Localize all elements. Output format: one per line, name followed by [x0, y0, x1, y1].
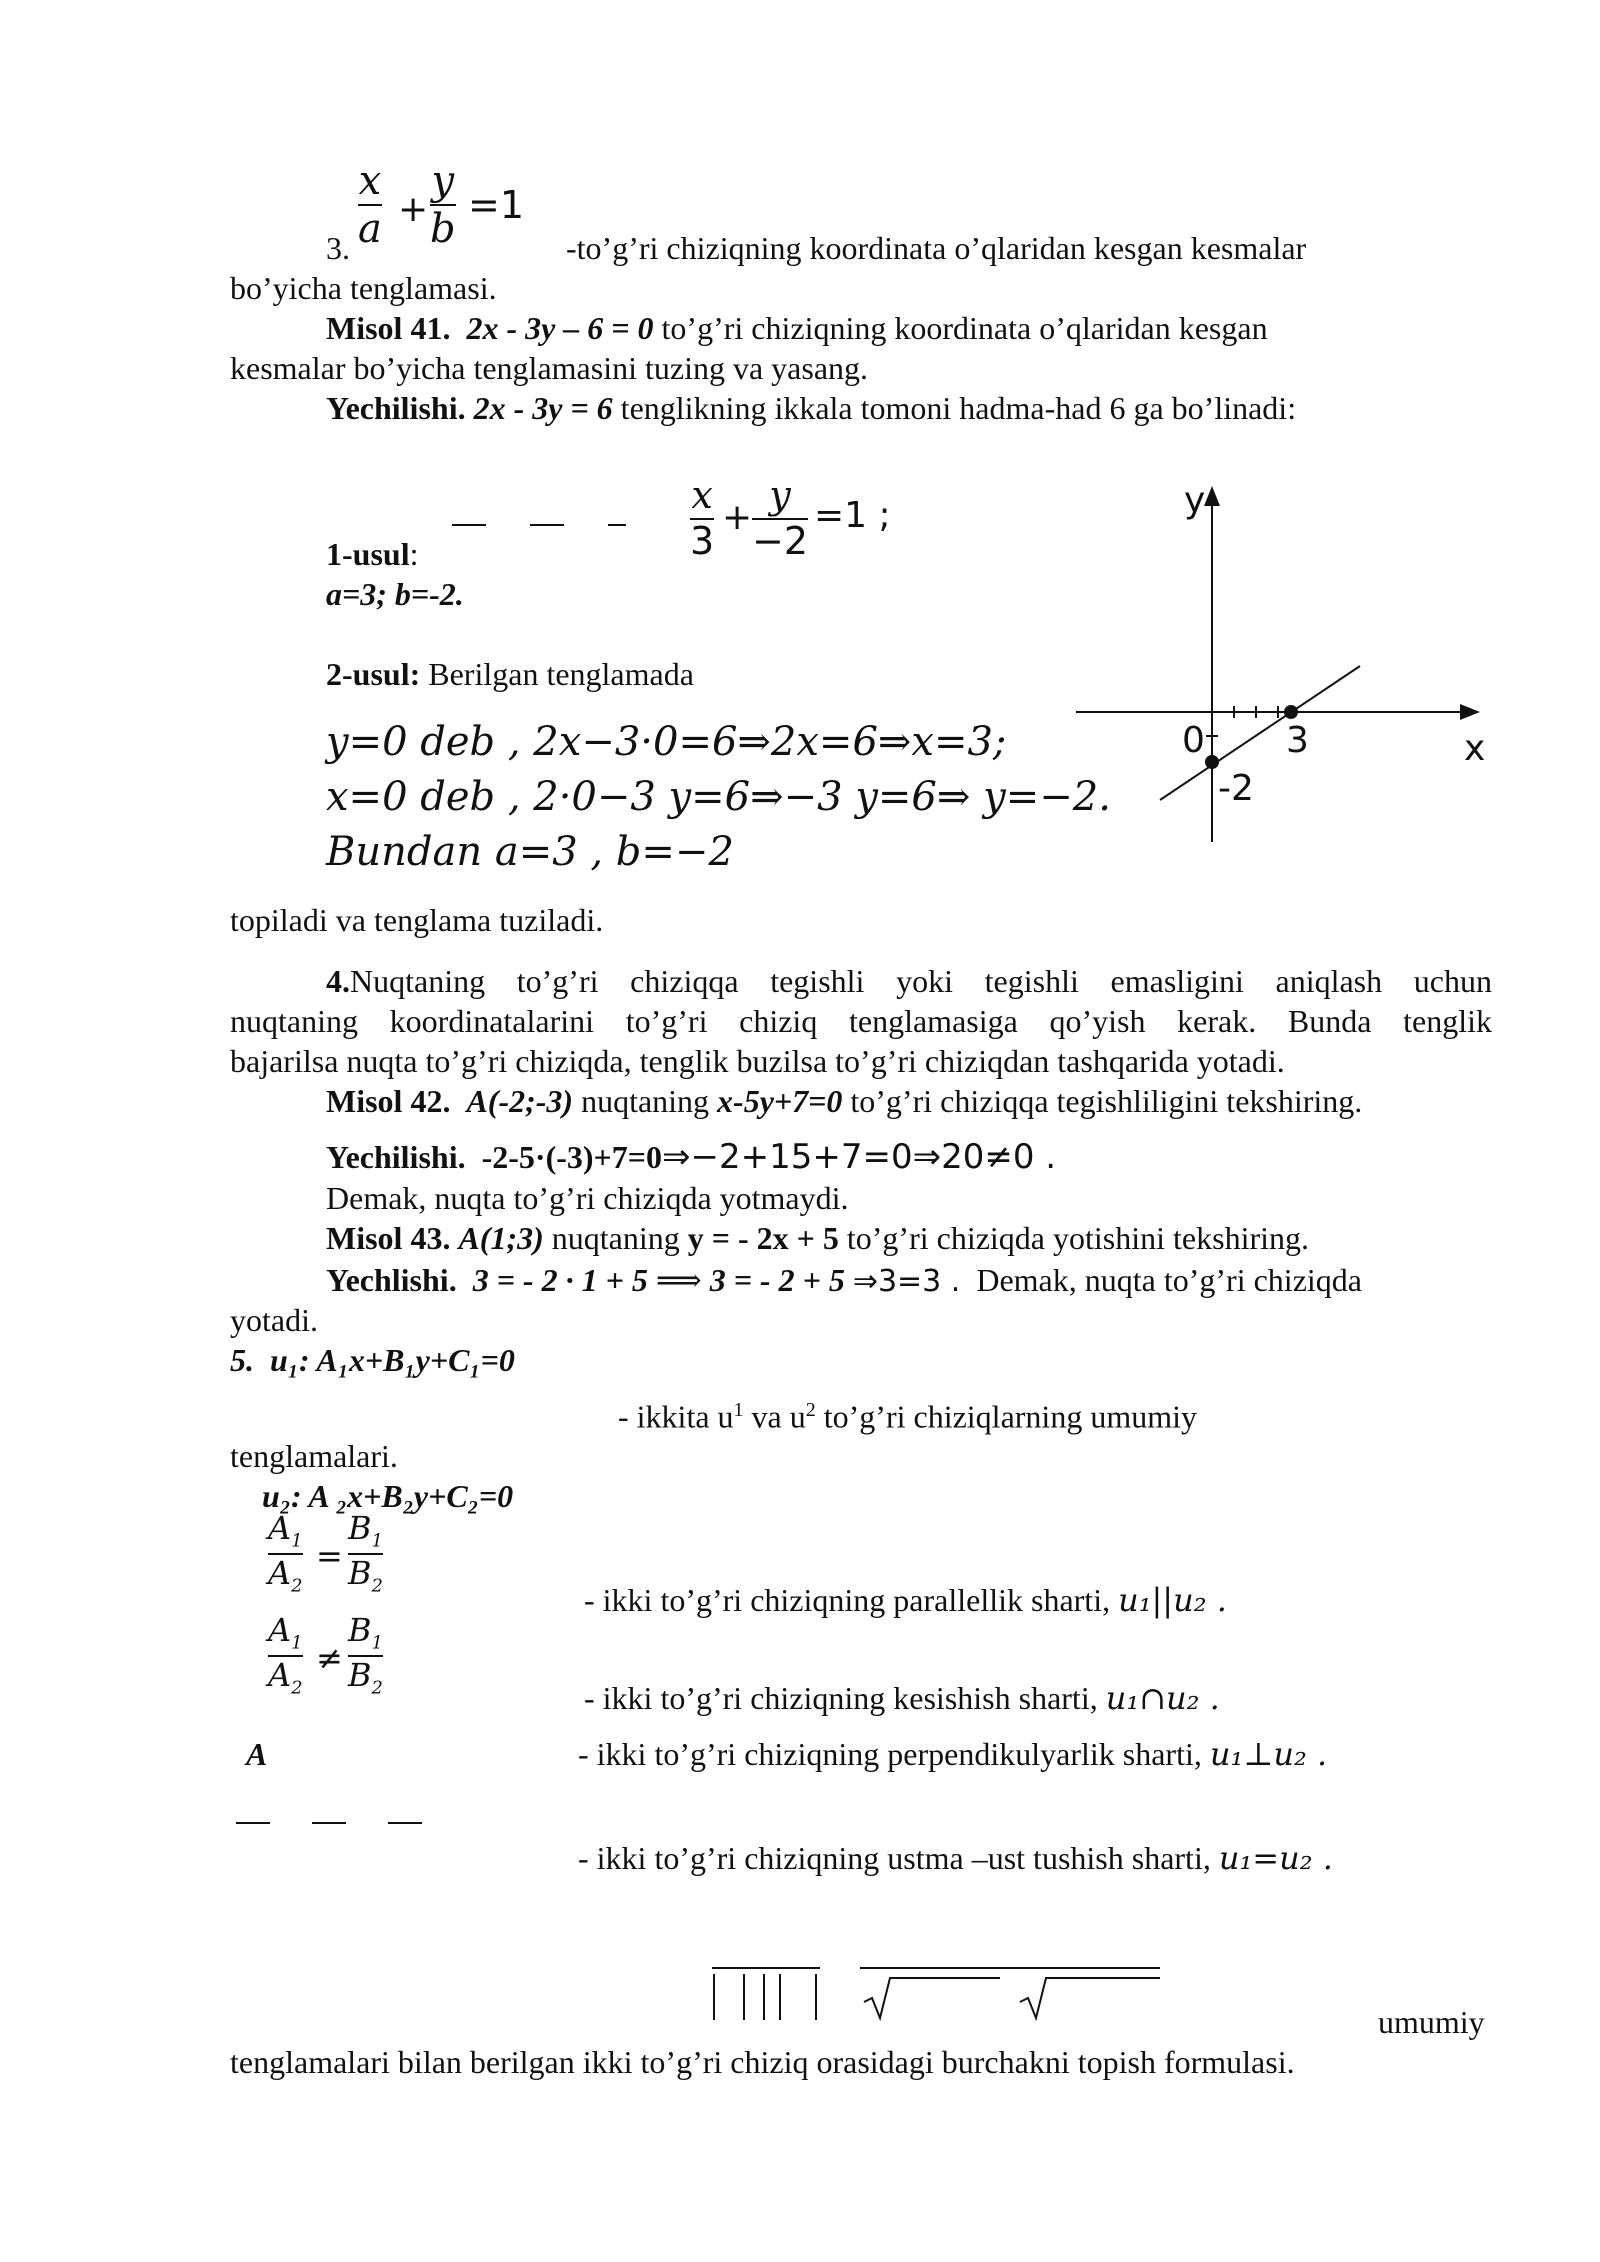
item4-line2: nuqtaning koordinatalarini to’g’ri chiziq tenglamasiga qo’yish kerak. Bunda tenglik: [230, 1003, 1492, 1039]
item3-text-line1: -to’g’ri chiziqning koordinata o’qlaridan kesgan kesmalar: [566, 230, 1307, 266]
line-u1-equation: 5. u₁: A₁x+B₁y+C₁=0: [230, 1342, 515, 1378]
method-2-line3: Bundan a=3 , b=−2: [326, 829, 734, 875]
method-1-values: a=3; b=-2.: [326, 576, 464, 612]
intersect-relation: ≠: [316, 1639, 343, 1677]
intercept-formula-equals: =1: [468, 183, 525, 227]
angle-formula-description: tenglamalari bilan berilgan ikki to’g’ri chiziq orasidagi burchakni topish formulasi.: [230, 2044, 1295, 2080]
x-intercept-label: 3: [1286, 720, 1309, 761]
angle-formula-fragment: [700, 1960, 1170, 2030]
x-intercept-point: [1284, 705, 1298, 719]
intersect-condition-text: - ikki to’g’ri chiziqning kesishish sharti, u₁∩u₂ .: [584, 1679, 1220, 1717]
equation-dash: [452, 524, 486, 526]
coincide-condition-text: - ikki to’g’ri chiziqning ustma –ust tushish sharti, u₁=u₂ .: [578, 1839, 1333, 1877]
method-2-heading: 2-usul: Berilgan tenglamada: [326, 656, 694, 692]
method-2-line2: x=0 deb , 2·0−3 y=6⇒−3 y=6⇒ y=−2.: [326, 774, 1111, 820]
item5-description-end: tenglamalari.: [230, 1438, 398, 1474]
formula-dash: [388, 1822, 422, 1824]
intercept-formula-y-over-b: y b: [430, 158, 456, 252]
x-axis-label: x: [1464, 728, 1486, 769]
equation-dash: [608, 524, 626, 526]
item5-description: - ikkita $u^1$ va $u^2$ to’g’ri chiziqlarning umumiy: [618, 1398, 1197, 1435]
plus-sign: +: [398, 189, 429, 230]
item4-line3: bajarilsa nuqta to’g’ri chiziqda, tenglik buzilsa to’g’ri chiziqdan tashqarida yotadi.: [230, 1043, 1285, 1079]
divided-equation-x-over-3: x 3: [690, 473, 715, 563]
perpendicular-formula-label: A: [246, 1736, 268, 1772]
x-axis-arrow: [1460, 704, 1480, 720]
method-1-label: 1-usul:: [326, 536, 419, 572]
intersect-ratio-a: $A_1$ $A_2$: [268, 1611, 303, 1699]
item-number: 3.: [326, 230, 350, 266]
parallel-ratio-a: $A_1$ $A_2$: [268, 1509, 303, 1597]
example-43-solution: Yechlishi. 3 = - 2 · 1 + 5 ⟹ 3 = - 2 + 5 ⇒3=3 . Demak, nuqta to’g’ri chiziqda: [326, 1262, 1362, 1299]
line-u2-equation: u₂: A ₂x+B₂y+C₂=0: [262, 1478, 514, 1514]
intercept-formula-x-over-a: x a: [358, 158, 382, 252]
example-41-heading: Misol 41. 2x - 3y – 6 = 0 to’g’ri chiziqning koordinata o’qlaridan kesgan: [326, 310, 1268, 346]
parallel-ratio-b: $B_1$ $B_2$: [348, 1509, 383, 1597]
y-intercept-point: [1205, 755, 1219, 769]
perpendicular-condition-text: - ikki to’g’ri chiziqning perpendikulyarlik sharti, u₁⊥u₂ .: [578, 1735, 1328, 1773]
example-41-closing: topiladi va tenglama tuziladi.: [230, 902, 604, 938]
example-41-text-line2: kesmalar bo’yicha tenglamasini tuzing va yasang.: [230, 350, 869, 386]
item3-text-line2: bo’yicha tenglamasi.: [230, 270, 497, 306]
example-42-heading: Misol 42. A(-2;-3) nuqtaning x-5y+7=0 to’g’ri chiziqqa tegishliligini tekshiring.: [326, 1083, 1363, 1119]
divided-equation-tail: =1 ;: [814, 495, 891, 536]
formula-dash: [312, 1822, 346, 1824]
angle-formula-tail: umumiy: [1378, 2004, 1485, 2040]
y-intercept-label: -2: [1218, 768, 1254, 809]
parallel-relation: =: [316, 1537, 343, 1575]
example-43-heading: Misol 43. A(1;3) nuqtaning y = - 2x + 5 to’g’ri chiziqda yotishini tekshiring.: [326, 1220, 1309, 1256]
method-2-line1: y=0 deb , 2x−3·0=6⇒2x=6⇒x=3;: [326, 719, 1007, 765]
equation-dash: [530, 524, 564, 526]
plus-sign: +: [722, 497, 753, 538]
line-graph: [1060, 470, 1500, 850]
formula-dash: [236, 1822, 270, 1824]
example-43-conclusion-end: yotadi.: [230, 1302, 318, 1338]
parallel-condition-text: - ikki to’g’ri chiziqning parallellik sharti, u₁||u₂ .: [584, 1581, 1227, 1619]
example-42-solution: Yechilishi. -2-5·(-3)+7=0⇒−2+15+7=0⇒20≠0 .: [326, 1137, 1057, 1177]
y-axis-label: y: [1184, 480, 1206, 521]
example-42-conclusion: Demak, nuqta to’g’ri chiziqda yotmaydi.: [326, 1180, 849, 1216]
intersect-ratio-b: $B_1$ $B_2$: [348, 1611, 383, 1699]
origin-label: 0: [1182, 720, 1205, 761]
y-axis-arrow: [1204, 486, 1220, 506]
divided-equation-y-over-minus2: y −2: [752, 473, 809, 563]
item4-line1: 4.Nuqtaning to’g’ri chiziqqa tegishli yoki tegishli emasligini aniqlash uchun: [326, 963, 1492, 999]
example-41-solution: Yechilishi. 2x - 3y = 6 tenglikning ikkala tomoni hadma-had 6 ga bo’linadi:: [326, 390, 1297, 426]
